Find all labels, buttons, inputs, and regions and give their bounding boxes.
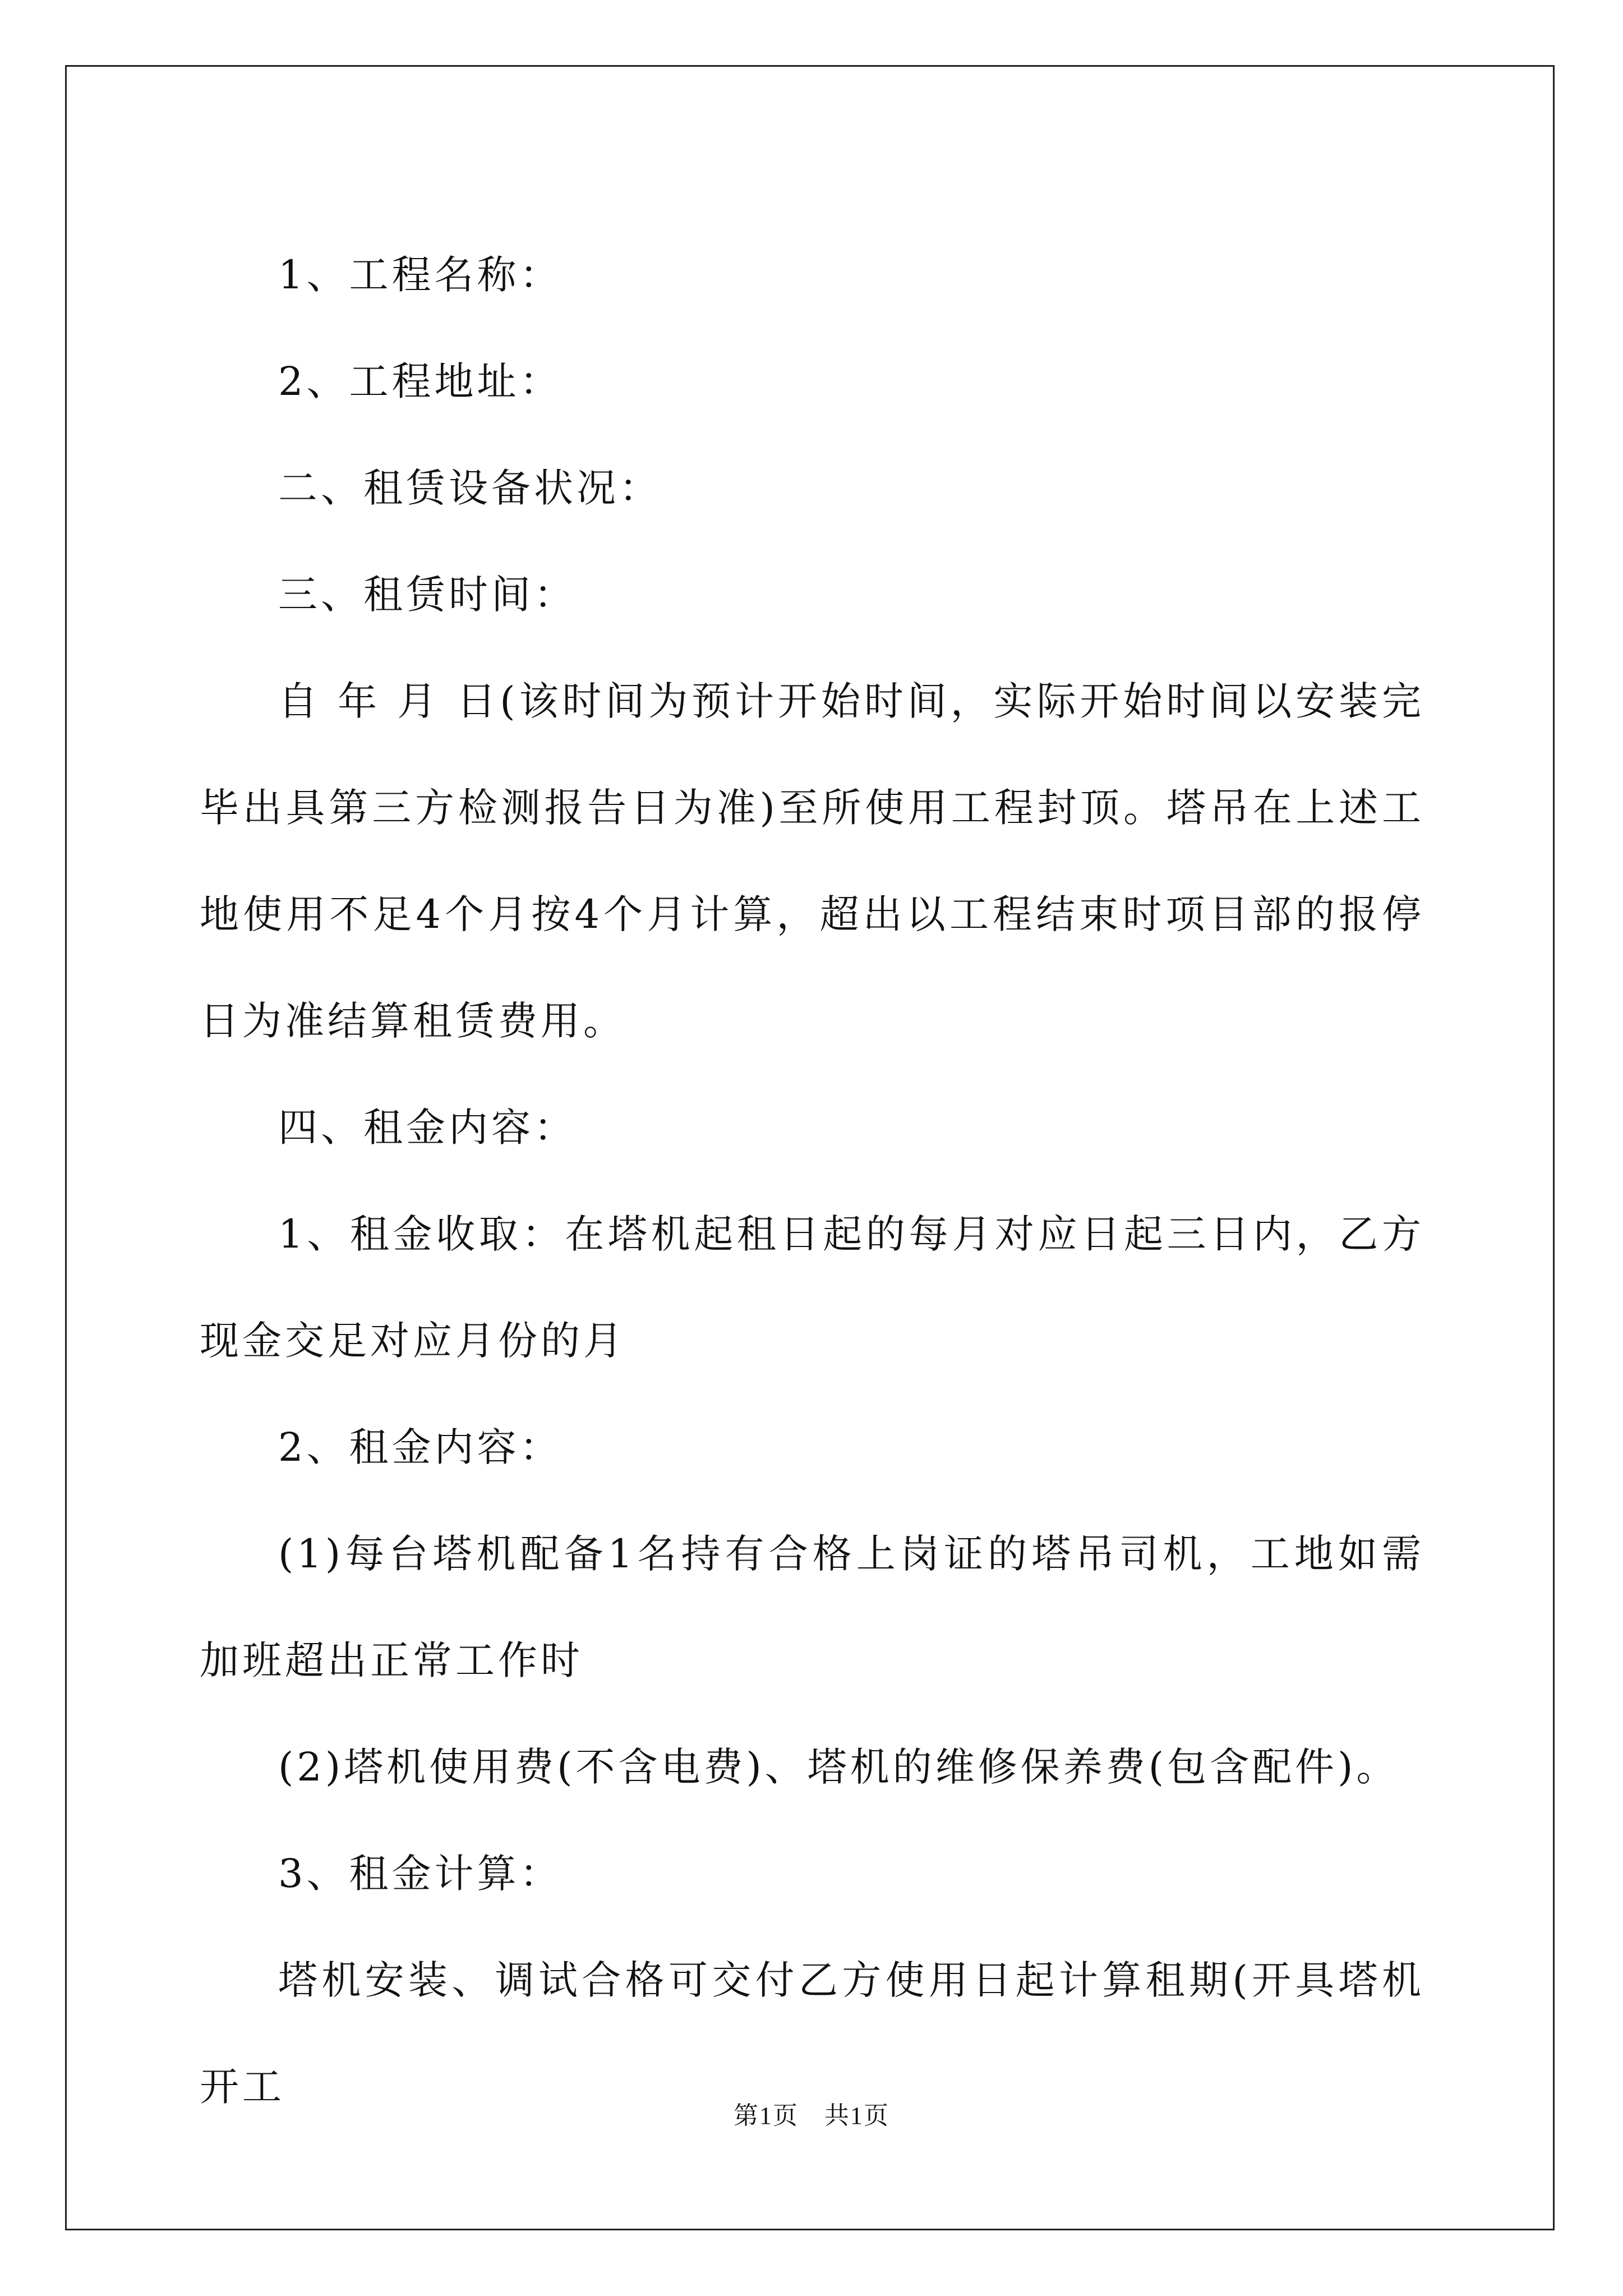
paragraph-rent-collection: 1、租金收取：在塔机起租日起的每月对应日起三日内，乙方现金交足对应月份的月: [200, 1211, 1424, 1364]
paragraph-lease-period: 自 年 月 日(该时间为预计开始时间，实际开始时间以安装完毕出具第三方检测报告日为准)至所使用工程封顶。塔吊在上述工地使用不足4个月按4个月计算，超出以工程结束时项目部的报停日为准结算租赁费用。: [200, 678, 1424, 1044]
heading-equipment-status: 二、租赁设备状况：: [278, 465, 662, 511]
page-number: 第1页 共1页: [734, 2102, 889, 2129]
heading-rent-calculation: 3、租金计算：: [278, 1851, 562, 1897]
paragraph-project-address: 2、工程地址：: [278, 358, 562, 404]
paragraph-calculation-start: 塔机安装、调试合格可交付乙方使用日起计算租期(开具塔机开工: [200, 1957, 1424, 2110]
paragraph-usage-fee: (2)塔机使用费(不含电费)、塔机的维修保养费(包含配件)。: [278, 1744, 1399, 1790]
heading-rent-items: 2、租金内容：: [278, 1424, 562, 1470]
heading-rent-content: 四、租金内容：: [278, 1105, 577, 1151]
document-body: [200, 222, 1424, 2140]
paragraph-project-name: 1、工程名称：: [278, 252, 562, 298]
paragraph-driver-staffing: (1)每台塔机配备1名持有合格上岗证的塔吊司机，工地如需加班超出正常工作时: [200, 1531, 1424, 1683]
heading-lease-time: 三、租赁时间：: [278, 572, 577, 618]
